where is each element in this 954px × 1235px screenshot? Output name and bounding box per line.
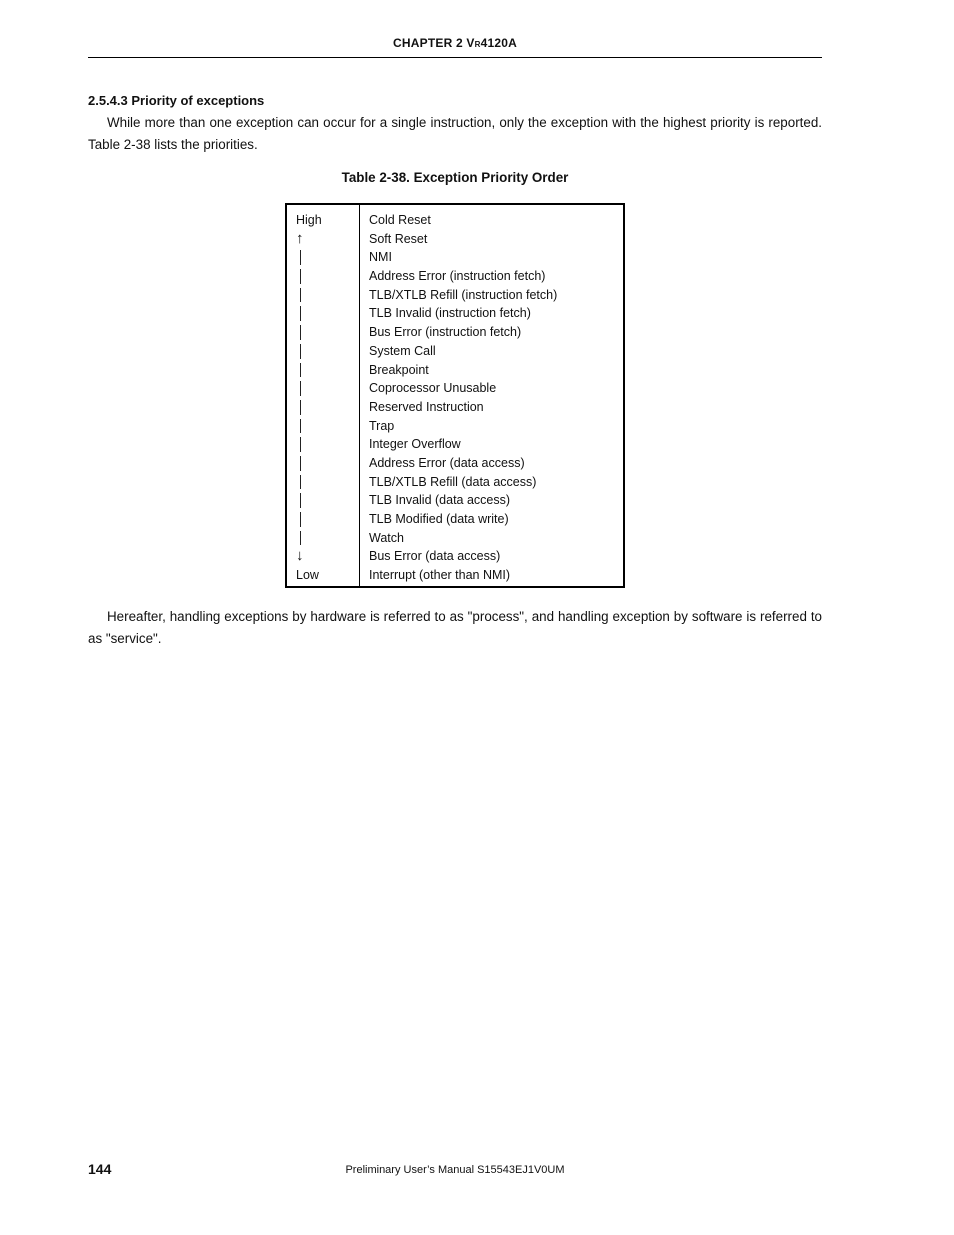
priority-line-segment bbox=[296, 510, 352, 529]
exception-item: Soft Reset bbox=[369, 231, 428, 246]
priority-line-segment bbox=[296, 323, 352, 342]
exception-item: Interrupt (other than NMI) bbox=[369, 568, 511, 583]
exception-item: Trap bbox=[369, 418, 395, 433]
exception-item: Breakpoint bbox=[369, 362, 429, 377]
priority-line-segment bbox=[296, 267, 352, 286]
manual-identifier: Preliminary User’s Manual S15543EJ1V0UM bbox=[345, 1164, 565, 1176]
high-priority-label: High bbox=[296, 213, 322, 227]
exception-item: Watch bbox=[369, 530, 404, 545]
priority-line-segment bbox=[296, 491, 352, 510]
up-arrow-icon: ↑ bbox=[296, 229, 304, 247]
chapter-header bbox=[88, 36, 822, 50]
exception-item: TLB/XTLB Refill (data access) bbox=[369, 474, 537, 489]
priority-line-segment bbox=[296, 454, 352, 473]
page-number: 144 bbox=[88, 1161, 112, 1177]
exception-item: Bus Error (instruction fetch) bbox=[369, 325, 522, 340]
exception-item: Address Error (instruction fetch) bbox=[369, 269, 546, 284]
exception-priority-table bbox=[285, 203, 625, 588]
exception-item: Integer Overflow bbox=[369, 437, 461, 452]
exception-item: System Call bbox=[369, 343, 436, 358]
priority-line-segment bbox=[296, 435, 352, 454]
exception-item: Bus Error (data access) bbox=[369, 549, 501, 564]
priority-line-segment bbox=[296, 529, 352, 548]
priority-line-segment bbox=[296, 473, 352, 492]
exception-item: TLB Invalid (instruction fetch) bbox=[369, 306, 531, 321]
exception-item: Reserved Instruction bbox=[369, 399, 484, 414]
exception-list-column bbox=[369, 211, 619, 585]
exception-item: NMI bbox=[369, 250, 392, 265]
chip-name-subscript: R bbox=[474, 40, 481, 49]
priority-line-segment bbox=[296, 379, 352, 398]
priority-line-segment bbox=[296, 248, 352, 267]
priority-scale-column bbox=[296, 211, 352, 585]
exception-item: Address Error (data access) bbox=[369, 455, 525, 470]
priority-line-segment bbox=[296, 417, 352, 436]
table-column-divider bbox=[359, 205, 360, 586]
low-priority-label: Low bbox=[296, 568, 319, 583]
priority-line-segment bbox=[296, 286, 352, 305]
chip-model: 4120A bbox=[480, 36, 517, 50]
intro-paragraph bbox=[88, 112, 822, 156]
exception-item: Cold Reset bbox=[369, 213, 431, 227]
header-divider bbox=[88, 57, 822, 58]
closing-text: Hereafter, handling exceptions by hardware is referred to as "process", and handling exception by software is referred to as "service". bbox=[88, 609, 822, 646]
priority-line-segment bbox=[296, 361, 352, 380]
table-caption: Table 2-38. Exception Priority Order bbox=[341, 170, 569, 185]
exception-item: TLB/XTLB Refill (instruction fetch) bbox=[369, 287, 558, 302]
exception-item: Coprocessor Unusable bbox=[369, 381, 497, 396]
exception-item: TLB Invalid (data access) bbox=[369, 493, 511, 508]
section-heading: 2.5.4.3 Priority of exceptions bbox=[88, 93, 265, 108]
down-arrow-icon: ↓ bbox=[296, 547, 304, 565]
intro-text: While more than one exception can occur for a single instruction, only the exception with the highest priority is reported. Table 2-38 lists the priorities. bbox=[88, 115, 822, 152]
closing-paragraph bbox=[88, 606, 822, 650]
priority-line-segment bbox=[296, 304, 352, 323]
chapter-title: CHAPTER 2 V bbox=[393, 36, 475, 50]
priority-line-segment bbox=[296, 398, 352, 417]
priority-line-segment bbox=[296, 342, 352, 361]
exception-item: TLB Modified (data write) bbox=[369, 512, 509, 526]
